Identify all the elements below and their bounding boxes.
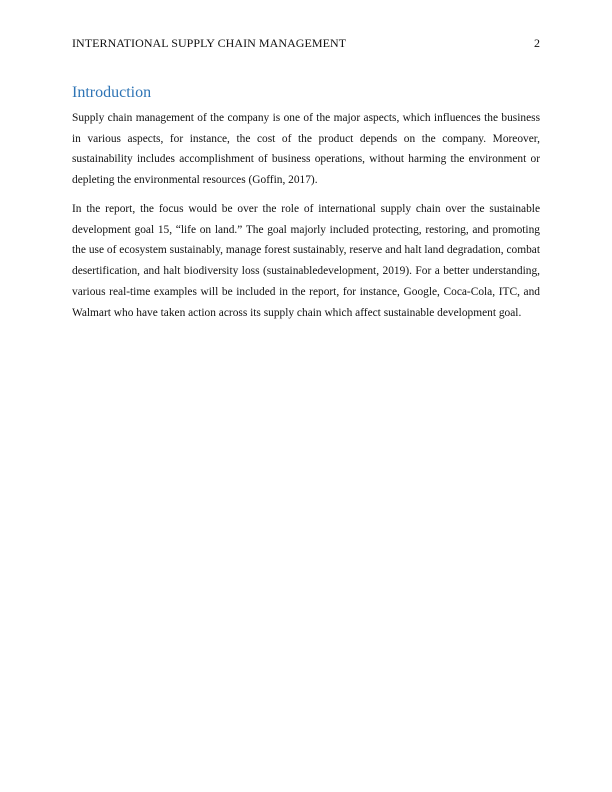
- paragraph-2: In the report, the focus would be over the role of international supply chain over the sustainable development goal 15, “life on land.” The goal majorly included protecting, restoring, and promoting the use of ecosystem sustainably, manage forest sustainably, reserve and halt land degradation, combat desertification, and halt biodiversity loss (sustainabledevelopment, 2019). For a better understanding, various real-time examples will be included in the report, for instance, Google, Coca-Cola, ITC, and Walmart who have taken action across its supply chain which affect sustainable development goal.: [72, 203, 540, 319]
- page-number: 2: [534, 36, 540, 50]
- header-title: INTERNATIONAL SUPPLY CHAIN MANAGEMENT: [72, 36, 347, 50]
- section-heading: Introduction: [72, 84, 152, 101]
- paragraph-1: Supply chain management of the company is one of the major aspects, which influences the business in various aspects, for instance, the cost of the product depends on the company. Moreover, sustainability includes accomplishment of business operations, without harming the environment or depleting the environmental resources (Goffin, 2017).: [72, 112, 540, 187]
- running-header: [72, 35, 540, 51]
